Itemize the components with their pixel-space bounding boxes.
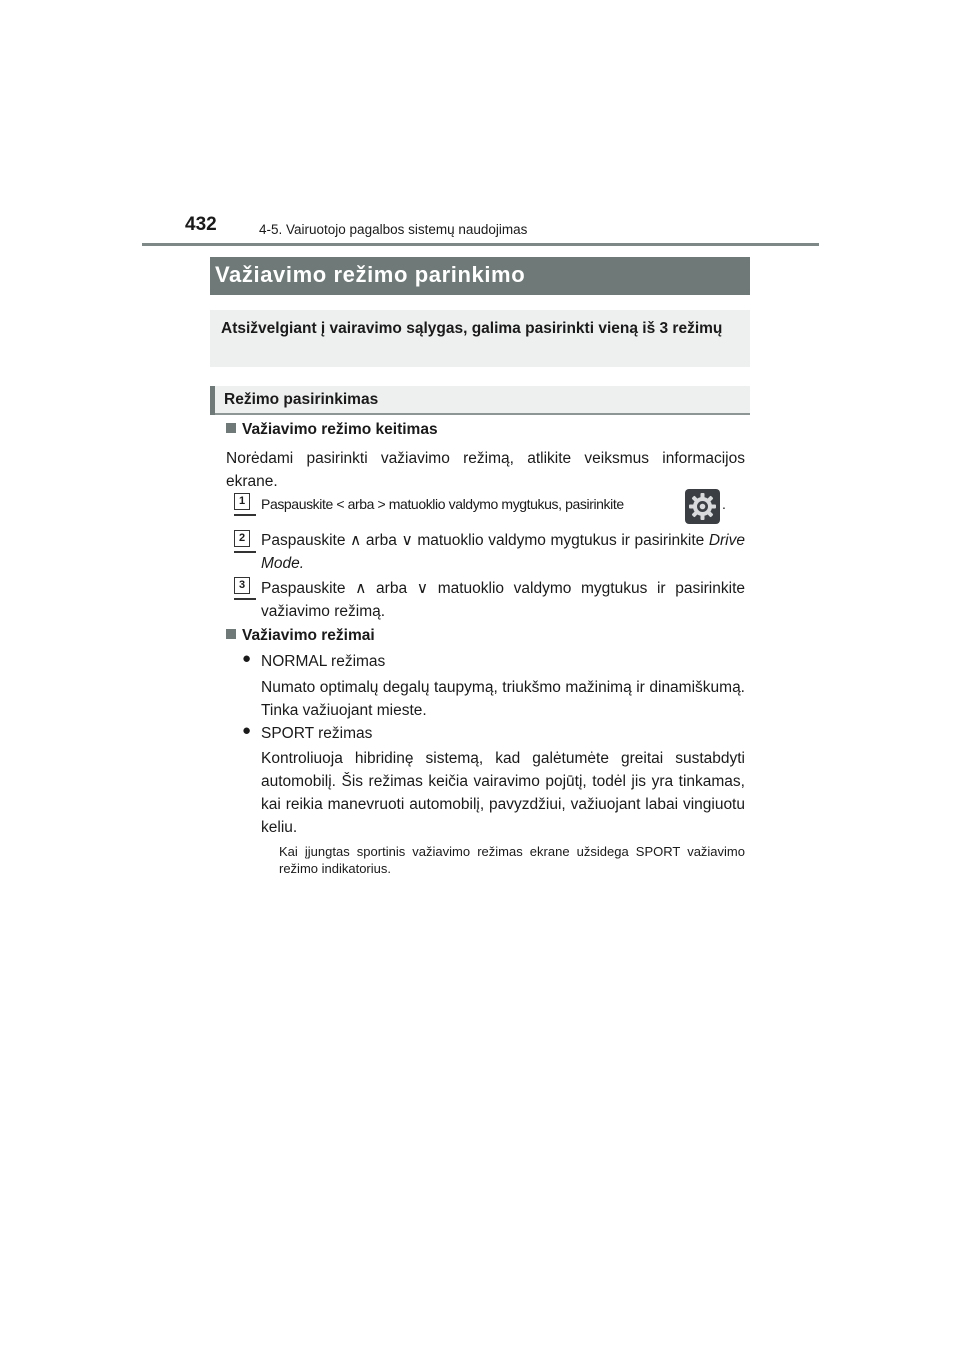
subsection-accent-bar	[210, 386, 215, 415]
drive-mode-label: Drive Mode.	[261, 532, 745, 572]
intro-box	[210, 310, 750, 367]
mode-normal-name: NORMAL režimas	[261, 653, 386, 670]
modes-heading-text: Važiavimo režimai	[242, 627, 375, 644]
intro-text: Atsižvelgiant į vairavimo sąlygas, galima pasirinkti vieną iš 3 režimų	[221, 320, 723, 337]
step-1-badge: 1	[234, 493, 250, 510]
change-mode-body: Norėdami pasirinkti važiavimo režimą, atlikite veiksmus informacijos ekrane.	[226, 450, 745, 490]
subsection-header	[210, 386, 750, 415]
change-mode-heading-text: Važiavimo režimo keitimas	[242, 421, 438, 438]
step-3-badge: 3	[234, 577, 250, 594]
section-banner	[210, 257, 750, 295]
step-2-label: Paspauskite ∧ arba ∨ matuoklio valdymo mygtukus ir pasirinkite	[261, 532, 705, 549]
step-1-text	[261, 496, 624, 512]
square-bullet-icon	[226, 629, 236, 639]
square-bullet-icon	[226, 423, 236, 433]
step-2-badge: 2	[234, 530, 250, 547]
step-2-text	[261, 529, 745, 575]
mode-sport-name: SPORT režimas	[261, 725, 373, 742]
subsection-title: Režimo pasirinkimas	[224, 391, 379, 408]
page-number: 432	[185, 214, 217, 235]
step-3-underline	[234, 598, 256, 600]
step-2-underline	[234, 551, 256, 553]
step-1-suffix: .	[722, 496, 726, 512]
mode-sport-description: Kontroliuoja hibridinę sistemą, kad galėtumėte greitai sustabdyti automobilį. Šis režimas keičia vairavimo pojūtį, todėl jis yra tinkamas, kai reikia manevruoti automobilį, pavyzdžiui, važiuojant labai vingiuotu keliu.	[261, 750, 745, 836]
modes-heading	[226, 627, 375, 645]
step-3-text: Paspauskite ∧ arba ∨ matuoklio valdymo mygtukus ir pasirinkite važiavimo režimą.	[261, 580, 745, 620]
step-1-label: Paspauskite < arba > matuoklio valdymo mygtukus, pasirinkite	[261, 496, 624, 512]
chapter-title: 4-5. Vairuotojo pagalbos sistemų naudojimas	[259, 222, 528, 237]
sport-indicator-note: Kai įjungtas sportinis važiavimo režimas ekrane užsidega SPORT važiavimo režimo indikatorius.	[279, 844, 745, 876]
step-1-underline	[234, 514, 256, 516]
round-bullet-icon: ●	[242, 722, 252, 739]
mode-normal-description: Numato optimalų degalų taupymą, triukšmo mažinimą ir dinamiškumą. Tinka važiuojant mieste.	[261, 679, 745, 719]
round-bullet-icon: ●	[242, 650, 252, 667]
header-divider	[142, 243, 819, 246]
gear-icon	[685, 489, 720, 524]
change-mode-heading	[226, 421, 438, 439]
section-title: Važiavimo režimo parinkimo	[215, 262, 526, 287]
